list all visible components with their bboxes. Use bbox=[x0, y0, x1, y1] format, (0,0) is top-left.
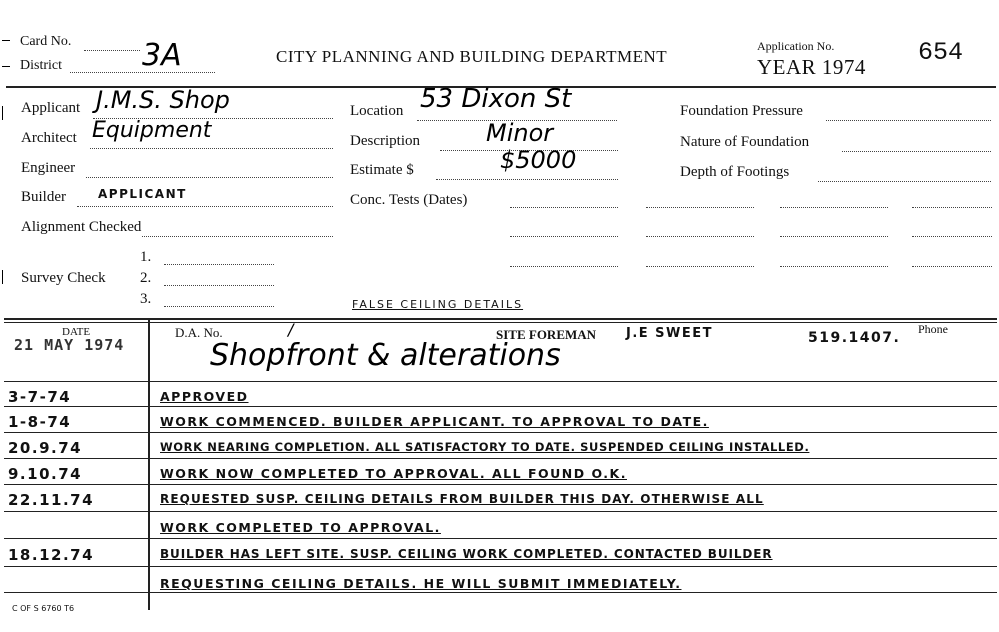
conc-line-1 bbox=[510, 207, 618, 208]
card-no-label: Card No. bbox=[20, 34, 72, 49]
survey-line-3 bbox=[164, 306, 274, 307]
alignment-line bbox=[142, 236, 333, 237]
depth-footings-label: Depth of Footings bbox=[680, 164, 790, 180]
survey-item-3: 3. bbox=[140, 291, 152, 307]
conc-grid-b1 bbox=[780, 207, 888, 208]
entry-text: APPROVED bbox=[160, 389, 249, 404]
phone-value: 519.1407. bbox=[808, 330, 901, 346]
conc-line-3 bbox=[510, 266, 618, 267]
row-rule-4 bbox=[4, 458, 997, 459]
edge-mark bbox=[2, 40, 10, 41]
conc-grid-c1 bbox=[912, 207, 992, 208]
row-rule-8 bbox=[4, 566, 997, 567]
phone-label: Phone bbox=[918, 322, 948, 336]
row-rule-5 bbox=[4, 484, 997, 485]
survey-line-2 bbox=[164, 285, 274, 286]
entry-text: WORK COMMENCED. BUILDER APPLICANT. TO APPROVAL TO DATE. bbox=[160, 414, 709, 429]
log-top-line-2 bbox=[4, 322, 997, 323]
row-rule-2 bbox=[4, 406, 997, 407]
application-number: 654 bbox=[918, 38, 964, 67]
location-value: 53 Dixon St bbox=[420, 84, 572, 114]
applicant-label: Applicant bbox=[21, 100, 81, 116]
edge-mark bbox=[2, 270, 3, 284]
da-no-label: D.A. No. bbox=[175, 325, 223, 340]
depth-footings-line bbox=[818, 181, 991, 182]
entry-date: 3-7-74 bbox=[8, 388, 72, 406]
nature-foundation-line bbox=[842, 151, 991, 152]
builder-line bbox=[77, 206, 333, 207]
work-description: Shopfront & alterations bbox=[210, 338, 561, 373]
description-label: Description bbox=[350, 133, 420, 149]
entry-date: 9.10.74 bbox=[8, 465, 83, 483]
department-title: CITY PLANNING AND BUILDING DEPARTMENT bbox=[276, 47, 668, 66]
builder-value: APPLICANT bbox=[98, 187, 187, 201]
entry-text: BUILDER HAS LEFT SITE. SUSP. CEILING WORK COMPLETED. CONTACTED BUILDER bbox=[160, 547, 773, 561]
survey-item-1: 1. bbox=[140, 249, 152, 265]
site-foreman-label: SITE FOREMAN bbox=[496, 327, 597, 342]
da-no-value: / bbox=[288, 320, 294, 339]
survey-label: Survey Check bbox=[21, 270, 106, 286]
entry-text: WORK NOW COMPLETED TO APPROVAL. ALL FOUND O.K. bbox=[160, 466, 627, 481]
conc-tests-label: Conc. Tests (Dates) bbox=[350, 192, 468, 208]
year-label: YEAR 1974 bbox=[757, 55, 866, 79]
conc-grid-a2 bbox=[646, 236, 754, 237]
architect-line bbox=[90, 148, 333, 149]
form-code: C OF S 6760 T6 bbox=[12, 604, 75, 613]
conc-grid-c3 bbox=[912, 266, 992, 267]
entry-text: REQUESTED SUSP. CEILING DETAILS FROM BUILDER THIS DAY. OTHERWISE ALL bbox=[160, 492, 764, 506]
log-top-line-1 bbox=[4, 318, 997, 320]
nature-foundation-label: Nature of Foundation bbox=[680, 134, 810, 150]
estimate-line bbox=[436, 179, 618, 180]
false-ceiling-note: FALSE CEILING DETAILS bbox=[352, 298, 524, 311]
architect-label: Architect bbox=[21, 130, 77, 146]
location-label: Location bbox=[350, 103, 404, 119]
estimate-label: Estimate $ bbox=[350, 162, 414, 178]
engineer-line bbox=[86, 177, 333, 178]
entry-date: 22.11.74 bbox=[8, 491, 95, 509]
date-label: DATE bbox=[62, 326, 91, 338]
entry-text: WORK NEARING COMPLETION. ALL SATISFACTORY TO DATE. SUSPENDED CEILING INSTALLED. bbox=[160, 440, 810, 454]
conc-grid-a3 bbox=[646, 266, 754, 267]
edge-mark bbox=[2, 106, 3, 120]
description-value: Minor bbox=[486, 119, 554, 147]
district-value: 3A bbox=[142, 38, 182, 73]
edge-mark bbox=[2, 66, 10, 67]
date-stamp: 21 MAY 1974 bbox=[14, 336, 125, 354]
conc-grid-b3 bbox=[780, 266, 888, 267]
entry-text: REQUESTING CEILING DETAILS. HE WILL SUBMIT IMMEDIATELY. bbox=[160, 576, 682, 591]
conc-grid-a1 bbox=[646, 207, 754, 208]
architect-value: Equipment bbox=[92, 118, 212, 143]
survey-item-2: 2. bbox=[140, 270, 152, 286]
entry-date: 18.12.74 bbox=[8, 546, 95, 564]
row-rule-6 bbox=[4, 511, 997, 512]
survey-line-1 bbox=[164, 264, 274, 265]
row-rule-7 bbox=[4, 538, 997, 539]
row-rule-1 bbox=[4, 381, 997, 382]
conc-line-2 bbox=[510, 236, 618, 237]
entry-date: 20.9.74 bbox=[8, 439, 83, 457]
conc-grid-b2 bbox=[780, 236, 888, 237]
site-foreman-value: J.E SWEET bbox=[626, 326, 714, 341]
engineer-label: Engineer bbox=[21, 160, 76, 176]
application-no-label: Application No. bbox=[757, 39, 835, 53]
district-label: District bbox=[20, 58, 62, 73]
estimate-value: $5000 bbox=[500, 146, 577, 174]
row-rule-9 bbox=[4, 592, 997, 593]
entry-date: 1-8-74 bbox=[8, 413, 72, 431]
foundation-pressure-line bbox=[826, 120, 991, 121]
entry-text: WORK COMPLETED TO APPROVAL. bbox=[160, 520, 441, 535]
row-rule-3 bbox=[4, 432, 997, 433]
applicant-value: J.M.S. Shop bbox=[96, 86, 230, 114]
foundation-pressure-label: Foundation Pressure bbox=[680, 103, 803, 119]
card-no-line bbox=[84, 50, 140, 51]
alignment-label: Alignment Checked bbox=[21, 219, 142, 235]
conc-grid-c2 bbox=[912, 236, 992, 237]
builder-label: Builder bbox=[21, 189, 66, 205]
